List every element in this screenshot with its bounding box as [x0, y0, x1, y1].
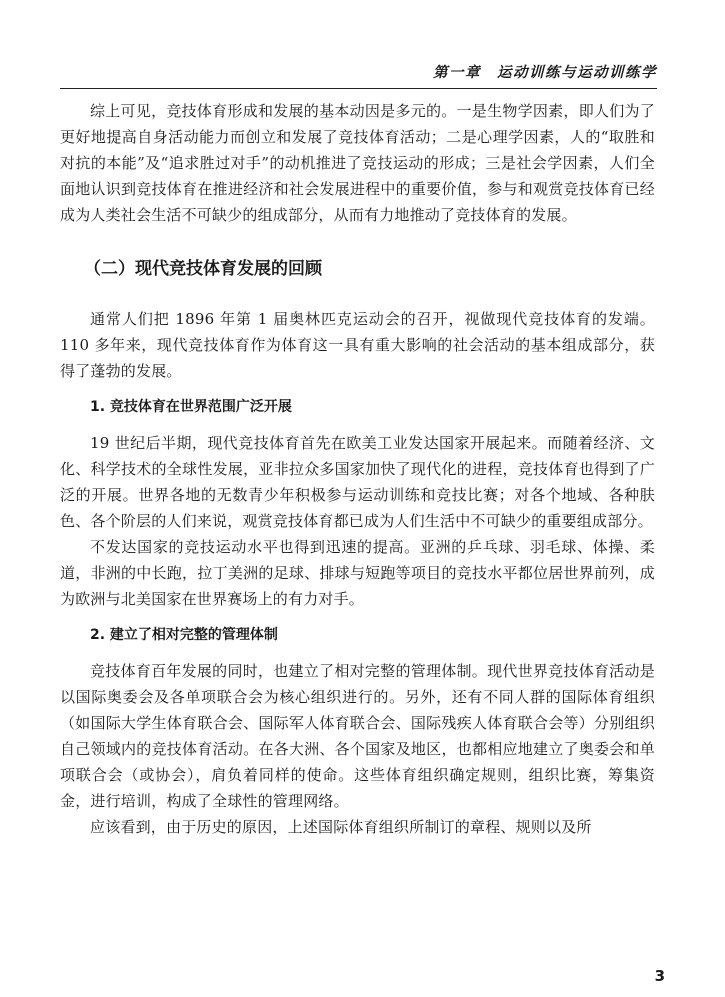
- subsection-2-paragraph-2: 应该看到，由于历史的原因，上述国际体育组织所制订的章程、规则以及所: [90, 818, 592, 836]
- intro-paragraph: 综上可见，竞技体育形成和发展的基本动因是多元的。一是生物学因素，即人们为了更好地提高自身活动能力而创立和发展了竞技体育活动；二是心理学因素，人的“取胜和对抗的本能”及“追求胜过对手”的动机推进了竞技运动的形成；三是社会学因素，人们全面地认识到竞技体育在推进经济和社会发展进程中的重要价值，参与和观赏竞技体育已经成为人类社会生活不可缺少的组成部分，从而有力地推动了竞技体育的发展。: [60, 102, 655, 224]
- chapter-title: 第一章 运动训练与运动训练学: [433, 65, 657, 81]
- subsection-1-paragraph-2: 不发达国家的竞技运动水平也得到迅速的提高。亚洲的乒乓球、羽毛球、体操、柔道，非洲的中长跑，拉丁美洲的足球、排球与短跑等项目的竞技水平都位居世界前列，成为欧洲与北美国家在世界赛场上的有力对手。: [60, 538, 655, 608]
- section-intro-paragraph: 通常人们把 1896 年第 1 届奥林匹克运动会的召开，视做现代竞技体育的发端。110 多年来，现代竞技体育作为体育这一具有重大影响的社会活动的基本组成部分，获得了蓬勃的发展。: [60, 310, 655, 380]
- subsection-2-title: 2. 建立了相对完整的管理体制: [90, 627, 278, 643]
- page-number: 3: [654, 967, 665, 985]
- subsection-1-paragraph-1: 19 世纪后半期，现代竞技体育首先在欧美工业发达国家开展起来。而随着经济、文化、科学技术的全球性发展，亚非拉众多国家加快了现代化的进程，竞技体育也得到了广泛的开展。世界各地的无数青少年积极参与运动训练和竞技比赛；对各个地域、各种肤色、各个阶层的人们来说，观赏竞技体育都已成为人们生活中不可缺少的重要组成部分。: [60, 434, 655, 530]
- page-body: [60, 98, 655, 840]
- subsection-2-paragraph-1: 竞技体育百年发展的同时，也建立了相对完整的管理体制。现代世界竞技体育活动是以国际奥委会及各单项联合会为核心组织进行的。另外，还有不同人群的国际体育组织（如国际大学生体育联合会、国际军人体育联合会、国际残疾人体育联合会等）分别组织自己领域内的竞技体育活动。在各大洲、各个国家及地区，也都相应地建立了奥委会和单项联合会（或协会），肩负着同样的使命。这些体育组织确定规则，组织比赛，筹集资金，进行培训，构成了全球性的管理网络。: [60, 662, 655, 810]
- running-header: [60, 58, 657, 89]
- section-title: （二）现代竞技体育发展的回顾: [84, 259, 322, 279]
- subsection-1-title: 1. 竞技体育在世界范围广泛开展: [90, 399, 292, 415]
